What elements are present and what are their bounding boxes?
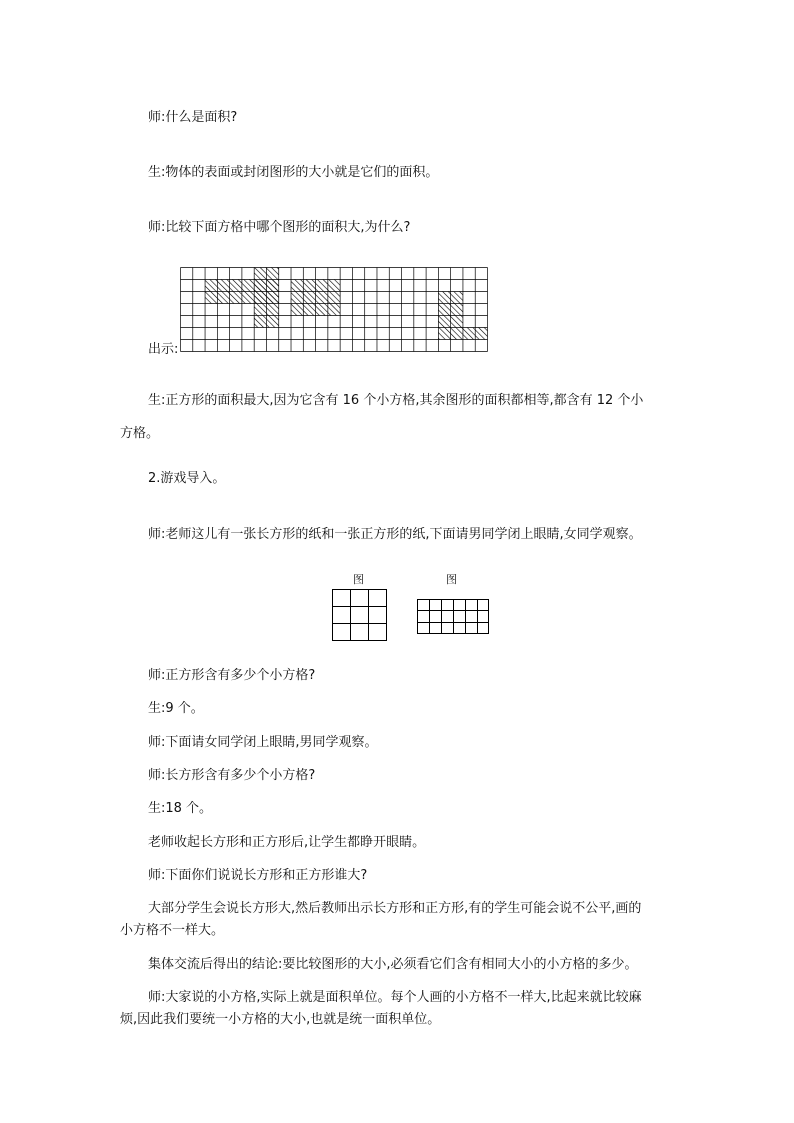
line-q-rect: 师:长方形含有多少个小方格? — [148, 768, 316, 783]
section-game-intro: 2.游戏导入。 — [148, 471, 226, 486]
rectangle-6x3-figure — [417, 599, 490, 635]
line-who-bigger: 师:下面你们说说长方形和正方形谁大? — [148, 868, 368, 883]
line-compare-answer-cont: 方格。 — [120, 426, 160, 441]
line-a-square: 生:9 个。 — [148, 701, 204, 716]
shape-rect-3x3 — [291, 280, 328, 316]
rectangle-caption: 图 — [446, 573, 457, 586]
line-area-definition: 生:物体的表面或封闭图形的大小就是它们的面积。 — [148, 165, 439, 180]
square-caption: 图 — [353, 573, 364, 586]
para-conclusion: 集体交流后得出的结论:要比较图形的大小,必须看它们含有相同大小的小方格的多少。 — [148, 957, 638, 972]
line-compare-question: 师:比较下面方格中哪个图形的面积大,为什么? — [148, 220, 411, 235]
shape-rect-3x3 — [328, 280, 340, 316]
line-compare-answer: 生:正方形的面积最大,因为它含有 16 个小方格,其余图形的面积都相等,都含有 12 个小 — [148, 393, 644, 408]
square-3x3-figure — [332, 589, 388, 642]
para-area-unit: 师:大家说的小方格,实际上就是面积单位。每个人画的小方格不一样大,比起来就比较麻烦,因此我们要统一小方格的大小,也就是统一面积单位。 — [120, 990, 642, 1027]
line-q-square: 师:正方形含有多少个小方格? — [148, 668, 316, 683]
line-a-rect: 生:18 个。 — [148, 801, 213, 816]
line-collect: 老师收起长方形和正方形后,让学生都睁开眼睛。 — [148, 835, 426, 850]
line-teacher-papers: 师:老师这儿有一张长方形的纸和一张正方形的纸,下面请男同学闭上眼睛,女同学观察。 — [148, 527, 642, 542]
area-grid-figure — [180, 267, 488, 353]
show-label: 出示: — [148, 342, 179, 357]
line-what-is-area: 师:什么是面积? — [148, 110, 238, 125]
line-girls-close: 师:下面请女同学闭上眼睛,男同学观察。 — [148, 735, 378, 750]
para-most-students: 大部分学生会说长方形大,然后教师出示长方形和正方形,有的学生可能会说不公平,画的小方格不一样大。 — [120, 901, 642, 938]
